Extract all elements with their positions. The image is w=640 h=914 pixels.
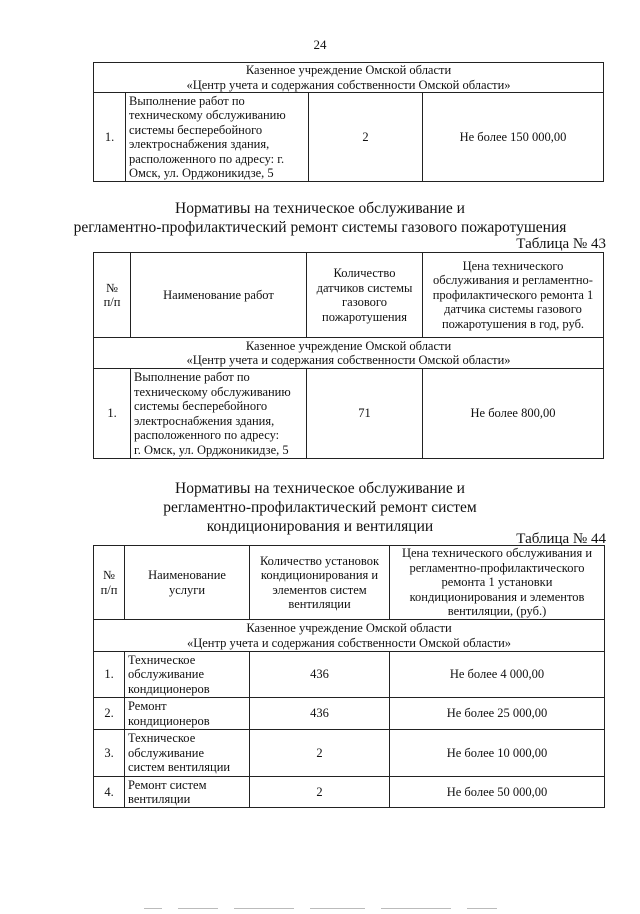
header-num <box>94 546 125 620</box>
quantity-cell: 436 <box>250 698 390 730</box>
section44-title <box>0 479 640 536</box>
price-cell: Не более 150 000,00 <box>423 93 604 182</box>
header-qty-line: кондиционирования и <box>260 568 379 582</box>
work-name-line: электроснабжения здания, <box>129 137 270 151</box>
table-header-row <box>94 253 604 338</box>
work-name-line: Омск, ул. Орджоникидзе, 5 <box>129 166 274 180</box>
table-row <box>94 730 605 777</box>
page-number: 24 <box>313 37 327 52</box>
row-number: 3. <box>94 730 125 777</box>
header-qty-line: Количество <box>333 266 396 280</box>
header-name-line: услуги <box>168 582 206 597</box>
table-continuation <box>93 62 604 182</box>
org-header-line2: «Центр учета и содержания собственности Омской области» <box>186 353 511 367</box>
section43-title-line1: Нормативы на техническое обслуживание и <box>175 200 465 217</box>
work-name-line: г. Омск, ул. Орджоникидзе, 5 <box>134 442 289 457</box>
service-name-line: кондиционеров <box>128 681 210 696</box>
price-cell: Не более 4 000,00 <box>390 652 605 698</box>
header-name: Наименование работ <box>131 253 307 338</box>
row-number: 1. <box>94 652 125 698</box>
service-name-line: Техническое <box>128 652 196 667</box>
header-num-line: п/п <box>100 582 118 597</box>
work-name-line: Выполнение работ по <box>129 93 245 108</box>
service-name-line: Техническое <box>128 731 196 746</box>
work-name-line: расположенного по адресу: г. <box>129 151 285 166</box>
header-price <box>423 253 604 338</box>
header-name <box>125 546 250 620</box>
service-name-cell <box>125 652 250 698</box>
section44-title-line1: Нормативы на техническое обслуживание и <box>175 480 465 497</box>
org-header <box>94 63 604 93</box>
header-price-line: Цена технического <box>462 258 564 273</box>
quantity-cell: 2 <box>250 777 390 808</box>
header-num-line: п/п <box>103 295 121 309</box>
header-qty-line: вентиляции <box>288 597 351 611</box>
header-num-line: № <box>106 280 118 295</box>
header-qty-line: газового <box>342 295 387 309</box>
section44-title-line2: регламентно-профилактический ремонт систем <box>163 499 477 516</box>
table43-label: Таблица № 43 <box>516 236 606 252</box>
price-cell: Не более 800,00 <box>423 369 604 459</box>
scan-artifact-line <box>0 896 640 898</box>
table-row <box>94 93 604 182</box>
quantity-cell: 2 <box>309 93 423 182</box>
org-header <box>94 620 605 652</box>
work-name-line: электроснабжения здания, <box>134 413 275 428</box>
header-price-line: ремонта 1 установки <box>441 575 553 590</box>
work-name-line: системы бесперебойного <box>134 399 268 413</box>
work-name-line: Выполнение работ по <box>134 370 250 384</box>
header-qty-line: пожаротушения <box>322 309 407 324</box>
quantity-cell: 2 <box>250 730 390 777</box>
org-header-line2: «Центр учета и содержания собственности Омской области» <box>186 635 512 650</box>
table-row <box>94 652 605 698</box>
row-number: 1. <box>94 93 126 182</box>
table-row <box>94 698 605 730</box>
table-row <box>94 777 605 808</box>
service-name-line: кондиционеров <box>128 713 210 728</box>
table-header-row <box>94 546 605 620</box>
org-header-line2: «Центр учета и содержания собственности Омской области» <box>186 77 511 92</box>
header-price-line: регламентно-профилактического <box>409 560 585 575</box>
header-num-line: № <box>103 568 115 582</box>
work-name-line: техническому обслуживанию <box>129 108 286 122</box>
service-name-line: Ремонт систем <box>128 777 207 792</box>
service-name-cell <box>125 698 250 730</box>
work-name-line: техническому обслуживанию <box>134 384 291 399</box>
header-name-line: Наименование <box>148 568 226 582</box>
service-name-cell <box>125 777 250 808</box>
table-44 <box>93 545 605 808</box>
header-price-line: кондиционирования и элементов <box>409 589 585 604</box>
header-qty <box>307 253 423 338</box>
header-qty-line: датчиков системы <box>316 280 413 295</box>
quantity-cell: 436 <box>250 652 390 698</box>
section43-title-line2: регламентно-профилактический ремонт системы газового пожаротушения <box>73 219 567 236</box>
table-43 <box>93 252 604 459</box>
section44-title-line3: кондиционирования и вентиляции <box>206 518 434 535</box>
header-qty-line: элементов систем <box>272 582 367 597</box>
price-cell: Не более 50 000,00 <box>390 777 605 808</box>
header-num <box>94 253 131 338</box>
header-qty <box>250 546 390 620</box>
row-number: 1. <box>94 369 131 459</box>
service-name-line: систем вентиляции <box>128 760 231 775</box>
org-header-line1: Казенное учреждение Омской области <box>245 63 452 77</box>
org-header-line1: Казенное учреждение Омской области <box>246 621 452 635</box>
service-name-line: вентиляции <box>128 792 191 806</box>
header-qty-line: Количество установок <box>259 553 380 568</box>
row-number: 4. <box>94 777 125 808</box>
table44-label: Таблица № 44 <box>516 531 606 547</box>
work-name-cell <box>131 369 307 459</box>
header-price-line: обслуживания и регламентно- <box>433 273 593 288</box>
table-row <box>94 369 604 459</box>
price-cell: Не более 10 000,00 <box>390 730 605 777</box>
work-name-line: системы бесперебойного <box>129 122 263 137</box>
header-price-line: профилактического ремонта 1 <box>432 287 594 302</box>
service-name-line: обслуживание <box>128 667 205 682</box>
quantity-cell: 71 <box>307 369 423 459</box>
service-name-line: обслуживание <box>128 745 205 760</box>
org-header <box>94 338 604 369</box>
header-price-line: Цена технического обслуживания и <box>401 546 593 561</box>
header-price <box>390 546 605 620</box>
header-price-line: датчика системы газового <box>444 302 582 317</box>
work-name-cell <box>126 93 309 182</box>
price-cell: Не более 25 000,00 <box>390 698 605 730</box>
header-price-line: пожаротушения в год, руб. <box>441 316 585 331</box>
row-number: 2. <box>94 698 125 730</box>
work-name-line: расположенного по адресу: <box>134 428 280 442</box>
section43-title <box>0 199 640 237</box>
service-name-cell <box>125 730 250 777</box>
org-header-line1: Казенное учреждение Омской области <box>245 338 452 353</box>
header-price-line: вентиляции, (руб.) <box>447 604 547 619</box>
service-name-line: Ремонт <box>128 699 167 713</box>
